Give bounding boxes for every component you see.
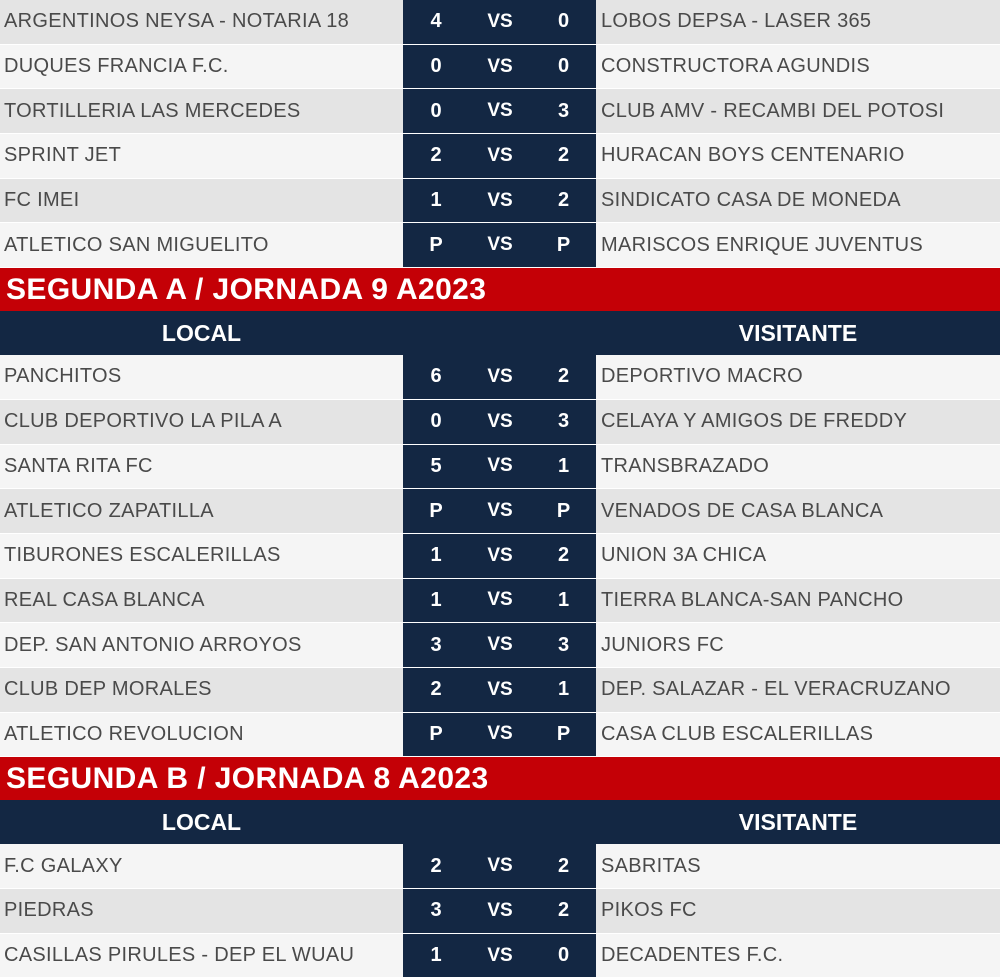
home-score: 1 — [430, 944, 442, 967]
vs-label: VS — [487, 678, 513, 700]
local-column-label: LOCAL — [161, 808, 242, 835]
away-score: 3 — [557, 633, 570, 656]
home-score: 1 — [430, 189, 442, 212]
away-score: 3 — [557, 99, 570, 122]
away-team: SABRITAS — [596, 844, 1000, 888]
away-team: CELAYA Y AMIGOS DE FREDDY — [596, 400, 1000, 444]
match-row — [0, 534, 1000, 579]
match-row — [0, 134, 1000, 179]
vs-label: VS — [487, 189, 513, 211]
segunda-b-banner: SEGUNDA B / JORNADA 8 A2023 — [0, 757, 1000, 800]
segunda-b-match-list — [0, 844, 1000, 978]
match-row — [0, 179, 1000, 224]
home-team: DUQUES FRANCIA F.C. — [0, 45, 403, 89]
away-score: 3 — [557, 410, 570, 433]
score-box — [403, 489, 596, 533]
vs-label: VS — [487, 855, 513, 877]
segunda-a-match-list — [0, 355, 1000, 757]
score-box — [403, 179, 596, 223]
away-team: VENADOS DE CASA BLANCA — [596, 489, 1000, 533]
vs-label: VS — [487, 455, 513, 477]
top-match-list — [0, 0, 1000, 268]
match-row — [0, 445, 1000, 490]
away-team: HURACAN BOYS CENTENARIO — [596, 134, 1000, 178]
home-score: 0 — [430, 99, 442, 122]
away-team: JUNIORS FC — [596, 623, 1000, 667]
home-score: P — [429, 722, 443, 745]
vs-label: VS — [487, 723, 513, 745]
match-row — [0, 223, 1000, 268]
home-team: FC IMEI — [0, 179, 403, 223]
away-team: DECADENTES F.C. — [596, 934, 1000, 978]
home-score: 2 — [430, 678, 442, 701]
match-row — [0, 668, 1000, 713]
segunda-a-banner: SEGUNDA A / JORNADA 9 A2023 — [0, 268, 1000, 311]
match-row — [0, 355, 1000, 400]
away-score: 2 — [557, 189, 570, 212]
away-score: P — [556, 233, 571, 256]
score-box — [403, 934, 596, 978]
home-score: 2 — [430, 854, 442, 877]
vs-label: VS — [487, 144, 513, 166]
home-score: P — [429, 233, 443, 256]
vs-label: VS — [487, 10, 513, 32]
vs-label: VS — [487, 100, 513, 122]
home-score: 3 — [430, 899, 442, 922]
segunda-a-column-header — [0, 311, 1000, 355]
score-box — [403, 400, 596, 444]
away-team: DEP. SALAZAR - EL VERACRUZANO — [596, 668, 1000, 712]
away-score: P — [556, 722, 571, 745]
away-score: 2 — [557, 144, 570, 167]
match-row — [0, 934, 1000, 978]
away-team: MARISCOS ENRIQUE JUVENTUS — [596, 223, 1000, 267]
segunda-b-column-header — [0, 800, 1000, 844]
away-score: 1 — [557, 588, 570, 611]
away-score: 1 — [557, 678, 570, 701]
away-team: TIERRA BLANCA-SAN PANCHO — [596, 579, 1000, 623]
score-box — [403, 355, 596, 399]
score-box — [403, 623, 596, 667]
score-box — [403, 668, 596, 712]
away-team: DEPORTIVO MACRO — [596, 355, 1000, 399]
home-score: 3 — [430, 633, 442, 656]
vs-label: VS — [487, 944, 513, 966]
vs-label: VS — [487, 55, 513, 77]
match-row — [0, 89, 1000, 134]
away-team: CONSTRUCTORA AGUNDIS — [596, 45, 1000, 89]
away-score: 2 — [557, 899, 570, 922]
home-team: PIEDRAS — [0, 889, 403, 933]
away-team: PIKOS FC — [596, 889, 1000, 933]
vs-label: VS — [487, 500, 513, 522]
score-box — [403, 534, 596, 578]
score-box — [403, 713, 596, 757]
score-box — [403, 134, 596, 178]
away-score: 1 — [557, 454, 570, 477]
home-team: REAL CASA BLANCA — [0, 579, 403, 623]
home-score: 0 — [430, 410, 442, 433]
home-team: ARGENTINOS NEYSA - NOTARIA 18 — [0, 0, 403, 44]
away-score: 0 — [557, 10, 570, 33]
match-row — [0, 0, 1000, 45]
away-team: TRANSBRAZADO — [596, 445, 1000, 489]
match-row — [0, 400, 1000, 445]
score-box — [403, 0, 596, 44]
vs-label: VS — [487, 410, 513, 432]
home-score: 0 — [430, 55, 442, 78]
score-box — [403, 844, 596, 888]
home-team: CLUB DEPORTIVO LA PILA A — [0, 400, 403, 444]
vs-label: VS — [487, 544, 513, 566]
away-score: P — [556, 499, 571, 522]
home-team: SANTA RITA FC — [0, 445, 403, 489]
score-box — [403, 579, 596, 623]
home-team: TORTILLERIA LAS MERCEDES — [0, 89, 403, 133]
home-team: ATLETICO ZAPATILLA — [0, 489, 403, 533]
visitante-column-label: VISITANTE — [738, 808, 858, 835]
score-box — [403, 45, 596, 89]
score-box — [403, 445, 596, 489]
home-team: TIBURONES ESCALERILLAS — [0, 534, 403, 578]
away-team: LOBOS DEPSA - LASER 365 — [596, 0, 1000, 44]
home-team: PANCHITOS — [0, 355, 403, 399]
away-team: UNION 3A CHICA — [596, 534, 1000, 578]
home-team: CLUB DEP MORALES — [0, 668, 403, 712]
home-score: 6 — [430, 365, 442, 388]
away-team: CASA CLUB ESCALERILLAS — [596, 713, 1000, 757]
match-row — [0, 713, 1000, 758]
away-score: 2 — [557, 544, 570, 567]
match-row — [0, 489, 1000, 534]
home-team: DEP. SAN ANTONIO ARROYOS — [0, 623, 403, 667]
home-team: ATLETICO SAN MIGUELITO — [0, 223, 403, 267]
away-score: 0 — [557, 944, 570, 967]
vs-label: VS — [487, 234, 513, 256]
local-column-label: LOCAL — [161, 319, 242, 346]
match-row — [0, 889, 1000, 934]
away-score: 2 — [557, 854, 570, 877]
home-team: SPRINT JET — [0, 134, 403, 178]
away-team: CLUB AMV - RECAMBI DEL POTOSI — [596, 89, 1000, 133]
away-team: SINDICATO CASA DE MONEDA — [596, 179, 1000, 223]
vs-label: VS — [487, 365, 513, 387]
vs-label: VS — [487, 899, 513, 921]
away-score: 0 — [557, 55, 570, 78]
home-score: 2 — [430, 144, 442, 167]
home-score: 5 — [430, 454, 442, 477]
home-team: CASILLAS PIRULES - DEP EL WUAU — [0, 934, 403, 978]
home-team: F.C GALAXY — [0, 844, 403, 888]
home-team: ATLETICO REVOLUCION — [0, 713, 403, 757]
match-row — [0, 45, 1000, 90]
home-score: P — [429, 499, 443, 522]
visitante-column-label: VISITANTE — [738, 319, 858, 346]
home-score: 1 — [430, 588, 442, 611]
score-box — [403, 889, 596, 933]
match-row — [0, 623, 1000, 668]
score-box — [403, 89, 596, 133]
home-score: 4 — [430, 10, 442, 33]
away-score: 2 — [557, 365, 570, 388]
vs-label: VS — [487, 589, 513, 611]
match-row — [0, 579, 1000, 624]
score-box — [403, 223, 596, 267]
vs-label: VS — [487, 634, 513, 656]
match-row — [0, 844, 1000, 889]
home-score: 1 — [430, 544, 442, 567]
